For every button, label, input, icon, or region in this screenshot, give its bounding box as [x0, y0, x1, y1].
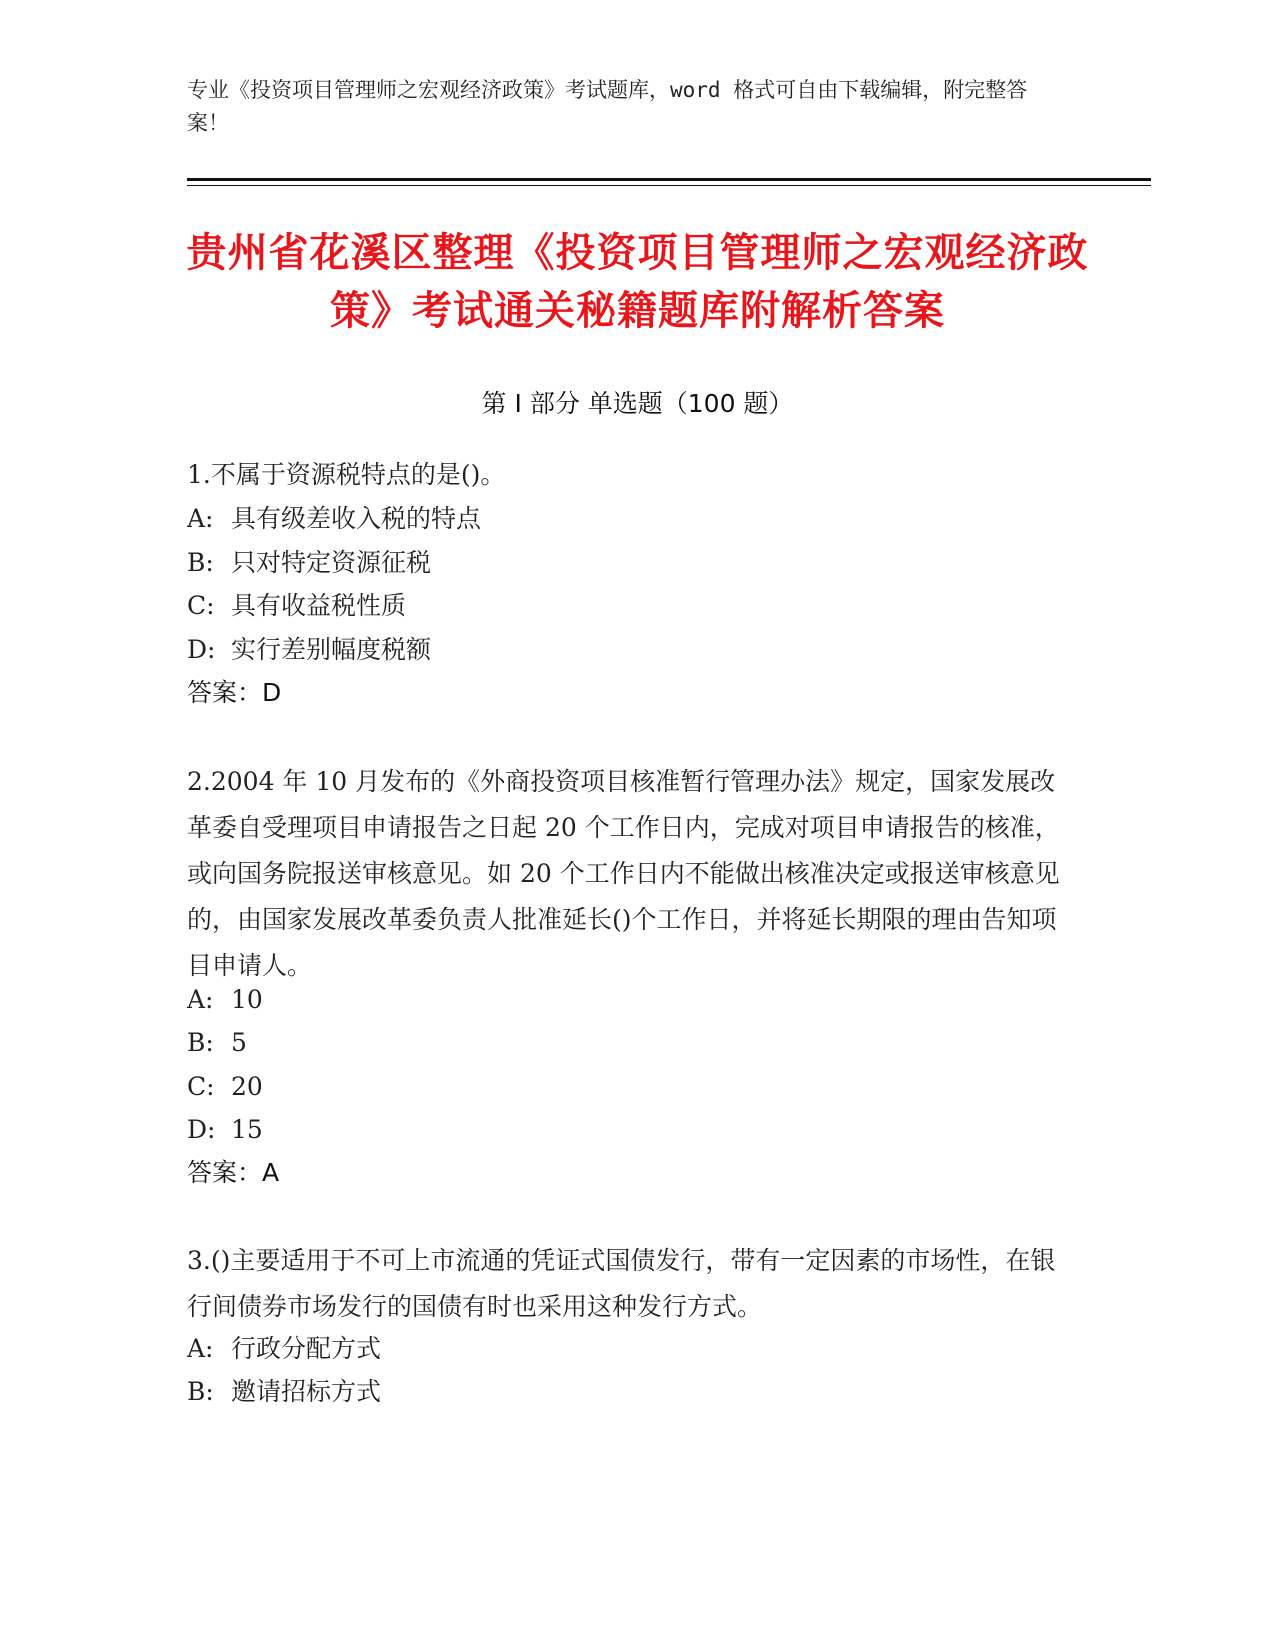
- question-1-option-b: [187, 540, 431, 586]
- option-text: 5: [231, 1028, 247, 1057]
- question-3-stem: 3.()主要适用于不可上市流通的凭证式国债发行，带有一定因素的市场性，在银行间债券市场发行的国债有时也采用这种发行方式。: [187, 1246, 1056, 1321]
- option-text: 15: [231, 1115, 263, 1144]
- option-letter: B:: [187, 1028, 214, 1057]
- option-text: 10: [231, 985, 263, 1014]
- option-letter: A:: [187, 504, 214, 533]
- document-title: 贵州省花溪区整理《投资项目管理师之宏观经济政策》考试通关秘籍题库附解析答案: [186, 230, 1089, 334]
- option-letter: A:: [187, 1334, 214, 1363]
- question-3-option-a: [187, 1326, 381, 1372]
- question-2-option-a: [187, 977, 263, 1023]
- question-3-option-b: [187, 1369, 381, 1415]
- header-note: 专业《投资项目管理师之宏观经济政策》考试题库，word 格式可自由下载编辑，附完整答案！: [187, 78, 1028, 135]
- question-2-answer: 答案：A: [187, 1158, 280, 1187]
- question-2-option-b: [187, 1020, 247, 1066]
- option-letter: A:: [187, 985, 214, 1014]
- option-text: 只对特定资源征税: [231, 548, 432, 577]
- section-heading: 第 I 部分 单选题（100 题）: [481, 389, 794, 418]
- option-text: 邀请招标方式: [231, 1377, 382, 1406]
- question-1-answer: 答案：D: [187, 678, 282, 707]
- question-2-option-c: [187, 1064, 263, 1110]
- option-letter: C:: [187, 1072, 215, 1101]
- option-text: 行政分配方式: [231, 1334, 382, 1363]
- option-letter: B:: [187, 1377, 214, 1406]
- option-text: 具有级差收入税的特点: [231, 504, 482, 533]
- option-letter: D:: [187, 1115, 216, 1144]
- question-2-option-d: [187, 1107, 263, 1153]
- question-1-option-d: [187, 627, 431, 673]
- question-2-stem: 2.2004 年 10 月发布的《外商投资项目核准暂行管理办法》规定，国家发展改革委自受理项目申请报告之日起 20 个工作日内，完成对项目申请报告的核准，或向国务院报送审核意见。如 20 个工作日内不能做出核准决定或报送审核意见的，由国家发展改革委负责人批准延长()个工作日，并将延长期限的理由告知项目申请人。: [187, 767, 1060, 980]
- question-1-option-c: [187, 583, 406, 629]
- header-divider-thick: [187, 178, 1151, 181]
- header-divider-thin: [187, 185, 1151, 186]
- question-1-stem: 1.不属于资源税特点的是()。: [187, 460, 506, 489]
- option-text: 20: [231, 1072, 263, 1101]
- option-letter: C:: [187, 591, 215, 620]
- option-letter: B:: [187, 548, 214, 577]
- option-text: 具有收益税性质: [231, 591, 407, 620]
- question-1-option-a: [187, 496, 481, 542]
- option-text: 实行差别幅度税额: [231, 635, 432, 664]
- option-letter: D:: [187, 635, 216, 664]
